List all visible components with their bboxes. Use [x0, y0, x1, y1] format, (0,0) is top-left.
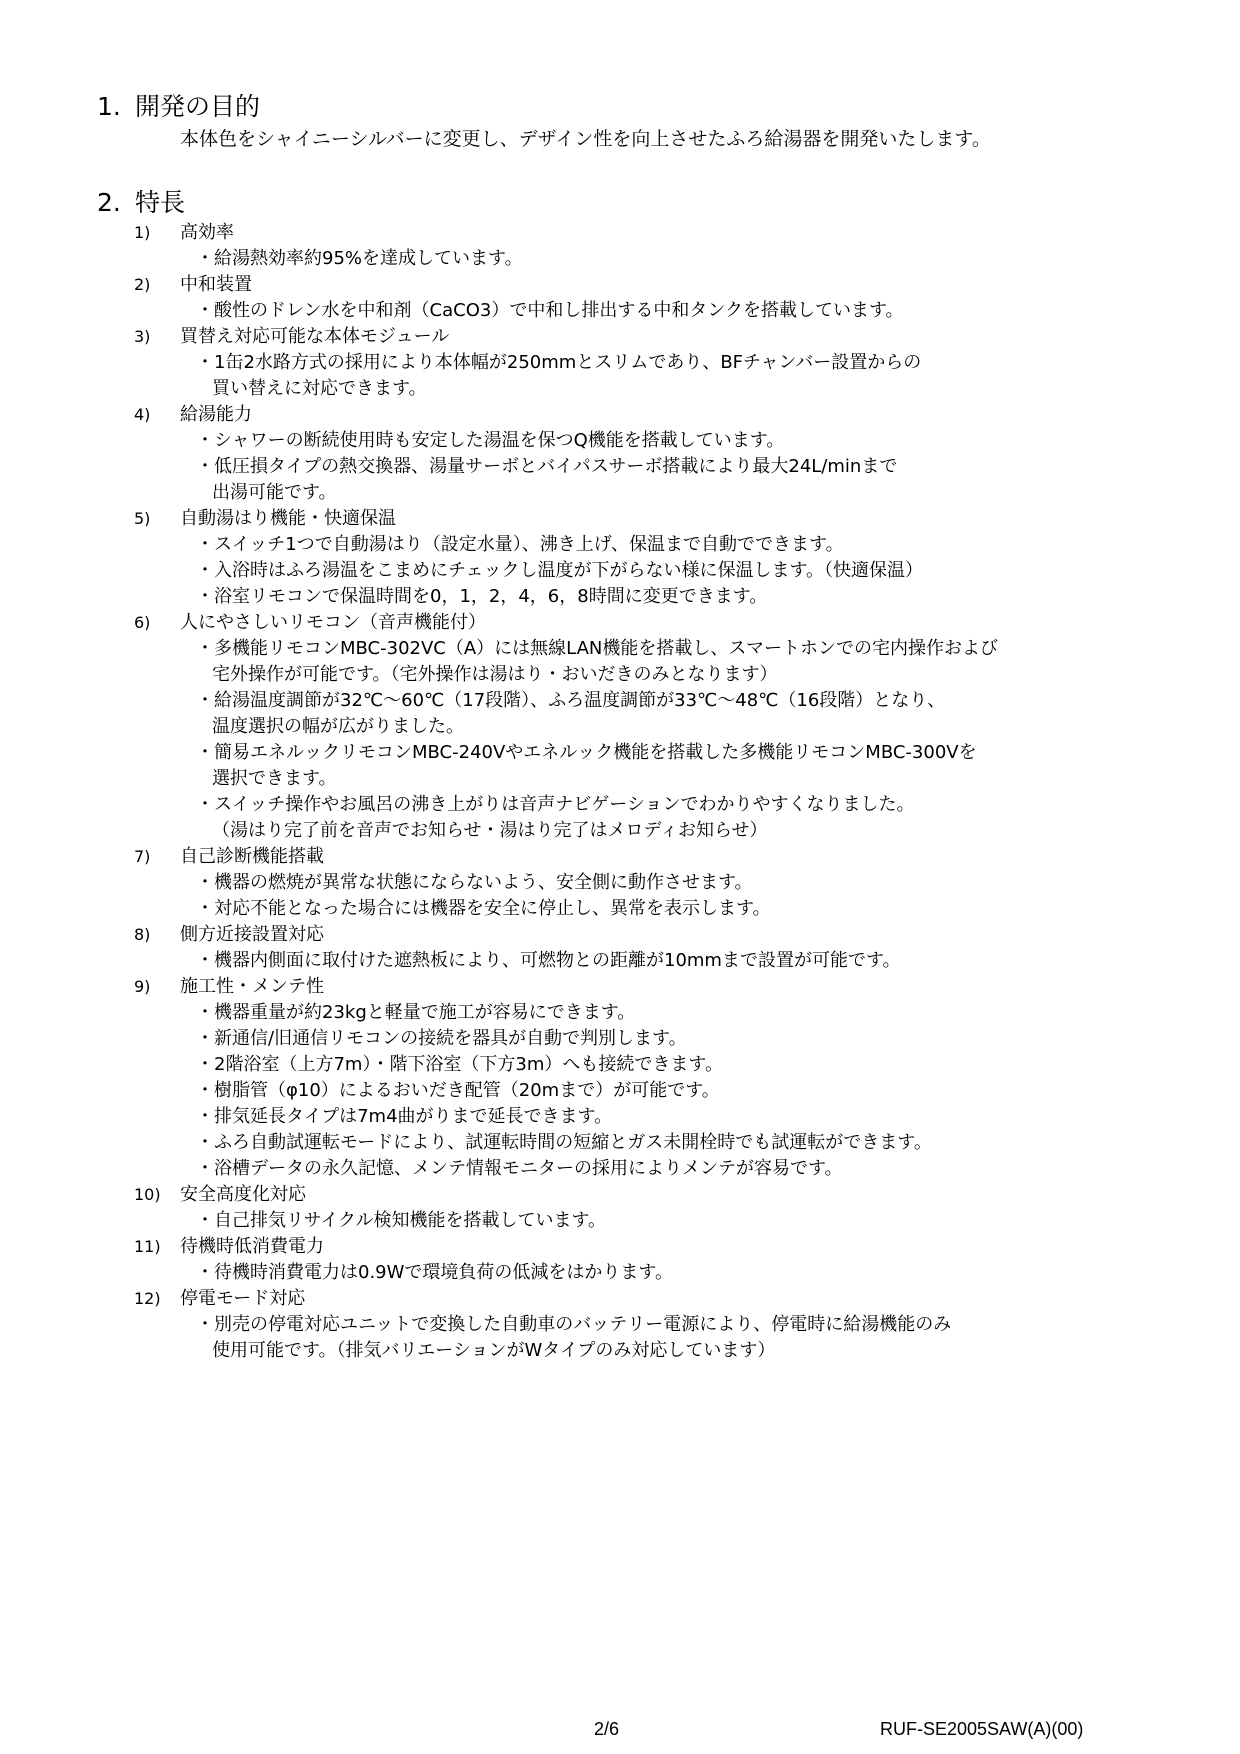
feature-line-text: ・スイッチ1つで自動湯はり（設定水量）、沸き上げ、保温まで自動でできます。: [196, 534, 844, 555]
feature-title: 側方近接設置対応: [180, 924, 324, 945]
feature-line-text: ・簡易エネルックリモコンMBC-240Vやエネルック機能を搭載した多機能リモコンMBC-300Vを: [196, 742, 977, 763]
feature-line-text: 宅外操作が可能です。（宅外操作は湯はり・おいだきのみとなります）: [212, 664, 778, 685]
feature-title-row: [0, 974, 1240, 1000]
feature-bullet: [0, 1078, 1240, 1104]
feature-line-text: 選択できます。: [212, 768, 337, 789]
feature-number: 7): [134, 847, 151, 866]
section-1-number: 1.: [97, 92, 121, 121]
feature-bullet: [0, 740, 1240, 766]
feature-title-row: [0, 1234, 1240, 1260]
feature-bullet: [0, 792, 1240, 818]
feature-bullet: [0, 1000, 1240, 1026]
feature-number: 4): [134, 405, 151, 424]
feature-line-text: ・樹脂管（φ10）によるおいだき配管（20mまで）が可能です。: [196, 1080, 720, 1101]
feature-number: 11): [134, 1237, 161, 1256]
feature-line-text: ・低圧損タイプの熱交換器、湯量サーボとバイパスサーボ搭載により最大24L/minまで: [196, 456, 898, 477]
feature-bullet-continuation: [0, 818, 1240, 844]
feature-number: 3): [134, 327, 151, 346]
feature-number: 6): [134, 613, 151, 632]
feature-line-text: ・入浴時はふろ湯温をこまめにチェックし温度が下がらない様に保温します。（快適保温）: [196, 560, 924, 581]
feature-line-text: 買い替えに対応できます。: [212, 378, 427, 399]
feature-bullet: [0, 584, 1240, 610]
feature-line-text: 使用可能です。（排気バリエーションがWタイプのみ対応しています）: [212, 1340, 776, 1361]
feature-title-row: [0, 506, 1240, 532]
feature-item: [0, 506, 1240, 610]
feature-item: [0, 610, 1240, 844]
section-2-number: 2.: [97, 188, 121, 217]
feature-title: 施工性・メンテ性: [180, 976, 324, 997]
feature-line-text: ・給湯熱効率約95%を達成しています。: [196, 248, 523, 269]
feature-bullet: [0, 350, 1240, 376]
feature-line-text: 出湯可能です。: [212, 482, 337, 503]
feature-title-row: [0, 1182, 1240, 1208]
feature-bullet: [0, 532, 1240, 558]
feature-title: 待機時低消費電力: [180, 1236, 324, 1257]
feature-number: 5): [134, 509, 151, 528]
feature-line-text: ・自己排気リサイクル検知機能を搭載しています。: [196, 1210, 607, 1231]
feature-line-text: ・2階浴室（上方7m）・階下浴室（下方3m）へも接続できます。: [196, 1054, 723, 1075]
feature-line-text: ・ふろ自動試運転モードにより、試運転時間の短縮とガス未開栓時でも試運転ができます。: [196, 1132, 932, 1153]
feature-bullet-continuation: [0, 714, 1240, 740]
feature-item: [0, 844, 1240, 922]
document-code: RUF-SE2005SAW(A)(00): [880, 1719, 1084, 1739]
feature-bullet: [0, 558, 1240, 584]
feature-number: 8): [134, 925, 151, 944]
feature-item: [0, 402, 1240, 506]
feature-line-text: ・対応不能となった場合には機器を安全に停止し、異常を表示します。: [196, 898, 771, 919]
feature-bullet-continuation: [0, 766, 1240, 792]
feature-title-row: [0, 220, 1240, 246]
feature-bullet: [0, 1104, 1240, 1130]
feature-line-text: （湯はり完了前を音声でお知らせ・湯はり完了はメロディお知らせ）: [212, 820, 768, 841]
feature-title: 買替え対応可能な本体モジュール: [180, 326, 450, 347]
feature-bullet: [0, 636, 1240, 662]
feature-line-text: ・多機能リモコンMBC-302VC（A）には無線LAN機能を搭載し、スマートホンでの宅内操作および: [196, 638, 999, 659]
feature-line-text: ・浴槽データの永久記憶、メンテ情報モニターの採用によりメンテが容易です。: [196, 1158, 843, 1179]
feature-line-text: ・待機時消費電力は0.9Wで環境負荷の低減をはかります。: [196, 1262, 673, 1283]
feature-item: [0, 220, 1240, 272]
feature-bullet-continuation: [0, 480, 1240, 506]
section-2-heading: [97, 188, 185, 218]
feature-number: 2): [134, 275, 151, 294]
feature-title-row: [0, 844, 1240, 870]
feature-line-text: ・別売の停電対応ユニットで変換した自動車のバッテリー電源により、停電時に給湯機能のみ: [196, 1314, 952, 1335]
feature-line-text: ・酸性のドレン水を中和剤（CaCO3）で中和し排出する中和タンクを搭載しています。: [196, 300, 904, 321]
feature-title: 給湯能力: [180, 404, 252, 425]
feature-line-text: ・シャワーの断続使用時も安定した湯温を保つQ機能を搭載しています。: [196, 430, 785, 451]
feature-item: [0, 1234, 1240, 1286]
feature-item: [0, 324, 1240, 402]
feature-bullet-continuation: [0, 1338, 1240, 1364]
feature-title-row: [0, 922, 1240, 948]
feature-title: 自動湯はり機能・快適保温: [180, 508, 396, 529]
section-1-title: 開発の目的: [135, 92, 261, 121]
feature-title-row: [0, 272, 1240, 298]
feature-title: 停電モード対応: [180, 1288, 306, 1309]
feature-bullet: [0, 298, 1240, 324]
section-1-heading: [97, 92, 260, 122]
feature-bullet: [0, 1156, 1240, 1182]
feature-bullet: [0, 1312, 1240, 1338]
feature-title-row: [0, 402, 1240, 428]
feature-line-text: ・機器内側面に取付けた遮熱板により、可燃物との距離が10mmまで設置が可能です。: [196, 950, 901, 971]
feature-bullet: [0, 428, 1240, 454]
feature-bullet: [0, 1130, 1240, 1156]
feature-line-text: ・浴室リモコンで保温時間を0，1，2，4，6，8時間に変更できます。: [196, 586, 768, 607]
feature-title: 中和装置: [180, 274, 252, 295]
feature-bullet: [0, 896, 1240, 922]
feature-number: 10): [134, 1185, 161, 1204]
feature-item: [0, 974, 1240, 1182]
feature-line-text: ・スイッチ操作やお風呂の沸き上がりは音声ナビゲーションでわかりやすくなりました。: [196, 794, 915, 815]
feature-bullet-continuation: [0, 662, 1240, 688]
feature-line-text: ・機器重量が約23kgと軽量で施工が容易にできます。: [196, 1002, 636, 1023]
feature-line-text: ・排気延長タイプは7m4曲がりまで延長できます。: [196, 1106, 613, 1127]
feature-item: [0, 1182, 1240, 1234]
feature-bullet: [0, 1052, 1240, 1078]
feature-title: 安全高度化対応: [180, 1184, 306, 1205]
feature-line-text: 温度選択の幅が広がりました。: [212, 716, 464, 737]
feature-bullet: [0, 454, 1240, 480]
feature-number: 9): [134, 977, 151, 996]
feature-line-text: ・新通信/旧通信リモコンの接続を器具が自動で判別します。: [196, 1028, 687, 1049]
feature-bullet: [0, 948, 1240, 974]
section-2-title: 特長: [135, 188, 186, 217]
page-number: 2/6: [594, 1719, 620, 1739]
feature-title: 自己診断機能搭載: [180, 846, 324, 867]
feature-title: 人にやさしいリモコン（音声機能付）: [180, 612, 486, 633]
feature-list: [0, 220, 1240, 1364]
feature-item: [0, 272, 1240, 324]
feature-title-row: [0, 610, 1240, 636]
feature-number: 12): [134, 1289, 161, 1308]
feature-bullet: [0, 870, 1240, 896]
feature-bullet-continuation: [0, 376, 1240, 402]
feature-line-text: ・機器の燃焼が異常な状態にならないよう、安全側に動作させます。: [196, 872, 753, 893]
feature-number: 1): [134, 223, 151, 242]
feature-title-row: [0, 1286, 1240, 1312]
feature-line-text: ・1缶2水路方式の採用により本体幅が250mmとスリムであり、BFチャンバー設置からの: [196, 352, 922, 373]
feature-bullet: [0, 688, 1240, 714]
section-1-body: 本体色をシャイニーシルバーに変更し、デザイン性を向上させたふろ給湯器を開発いたします。: [180, 128, 991, 150]
feature-item: [0, 922, 1240, 974]
feature-title-row: [0, 324, 1240, 350]
feature-bullet: [0, 1208, 1240, 1234]
feature-item: [0, 1286, 1240, 1364]
feature-bullet: [0, 1260, 1240, 1286]
feature-line-text: ・給湯温度調節が32℃～60℃（17段階）、ふろ温度調節が33℃～48℃（16段階）となり、: [196, 690, 946, 711]
feature-title: 高効率: [180, 222, 234, 243]
feature-bullet: [0, 1026, 1240, 1052]
feature-bullet: [0, 246, 1240, 272]
